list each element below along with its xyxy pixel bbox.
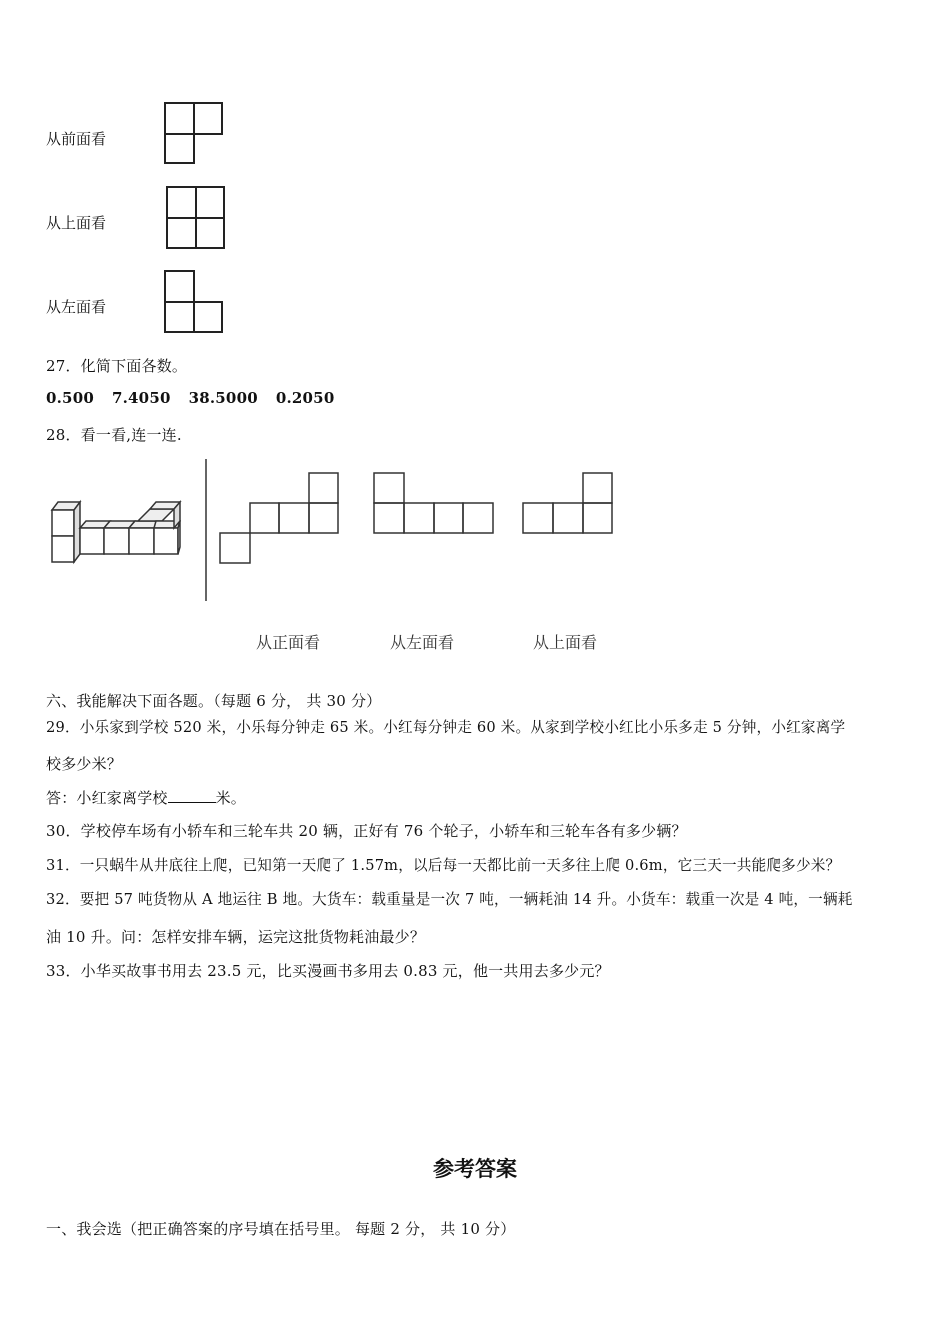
q32-line1: 32．要把 57 吨货物从 A 地运往 B 地。大货车：载重量是一次 7 吨，一辆耗油 14 升。小货车：载重一次是 4 吨，一辆耗 xyxy=(46,891,853,908)
answers-section1: 一、我会选（把正确答案的序号填在括号里。 每题 2 分， 共 10 分） xyxy=(46,1220,516,1238)
q29-answer-suffix: 米。 xyxy=(215,789,247,807)
view-label-front: 从前面看 xyxy=(46,130,107,148)
q29-answer-prefix: 答：小红家离学校 xyxy=(46,789,168,807)
q27-number: 0.500 xyxy=(46,389,94,407)
view-option-a xyxy=(220,473,338,563)
q27-question: 27．化简下面各数。 xyxy=(46,357,188,375)
view-label-left: 从左面看 xyxy=(46,298,107,316)
q28-question: 28．看一看,连一连. xyxy=(46,426,182,444)
cube-solid-drawing xyxy=(52,502,180,562)
q33-text: 33．小华买故事书用去 23.5 元，比买漫画书多用去 0.83 元，他一共用去多少元？ xyxy=(46,962,610,980)
q27-number: 0.2050 xyxy=(275,389,335,407)
view-option-c xyxy=(523,473,612,533)
view-label-top: 从上面看 xyxy=(46,214,107,232)
caption-left: 从左面看 xyxy=(390,633,455,652)
q29-line2: 校多少米？ xyxy=(46,755,123,773)
q32-line2: 油 10 升。问：怎样安排车辆，运完这批货物耗油最少？ xyxy=(46,928,426,946)
q27-number: 38.5000 xyxy=(188,389,258,407)
section6-heading: 六、我能解决下面各题。（每题 6 分， 共 30 分） xyxy=(46,692,382,710)
q30-text: 30．学校停车场有小轿车和三轮车共 20 辆，正好有 76 个轮子，小轿车和三轮车各有多少辆？ xyxy=(46,822,687,840)
answers-title: 参考答案 xyxy=(433,1157,517,1181)
left-view-figure xyxy=(164,270,224,334)
front-view-figure xyxy=(164,102,224,164)
q28-figure xyxy=(46,455,646,605)
caption-front: 从正面看 xyxy=(256,633,321,652)
q29-line1: 29．小乐家到学校 520 米，小乐每分钟走 65 米。小红每分钟走 60 米。从家到学校小红比小乐多走 5 分钟，小红家离学 xyxy=(46,719,846,736)
q31-text: 31．一只蜗牛从井底往上爬，已知第一天爬了 1.57m，以后每一天都比前一天多往上爬 0.6m，它三天一共能爬多少米？ xyxy=(46,857,841,874)
caption-top: 从上面看 xyxy=(533,633,598,652)
top-view-figure xyxy=(166,186,226,250)
answer-blank[interactable] xyxy=(168,788,216,803)
q27-number: 7.4050 xyxy=(111,389,171,407)
q29-answer xyxy=(46,787,246,808)
view-option-b xyxy=(374,473,493,533)
q27-numbers xyxy=(46,389,334,407)
